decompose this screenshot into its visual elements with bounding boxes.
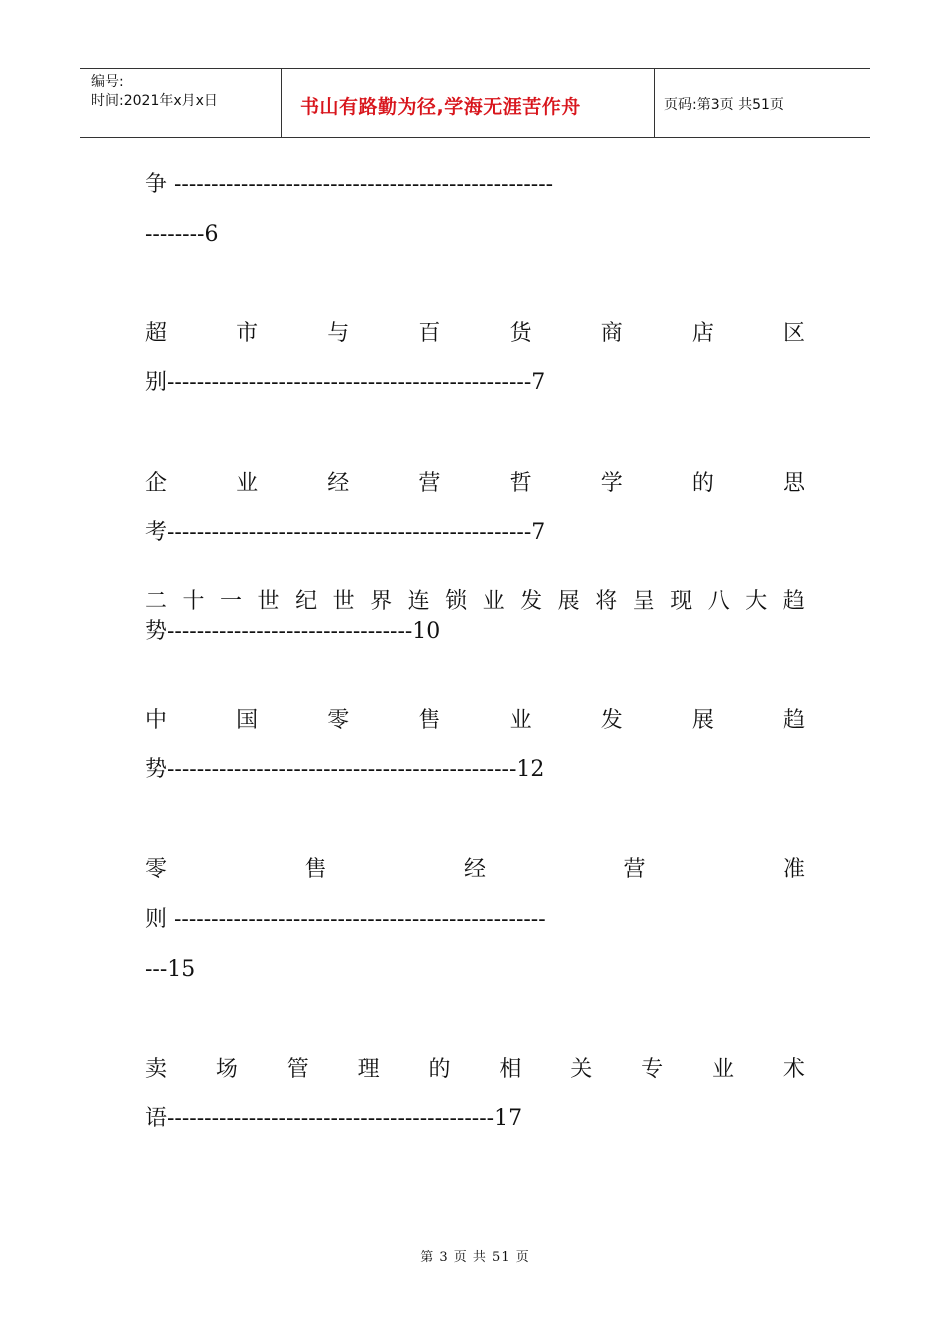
toc-line-12: 则 -------------------------------------------------- (145, 907, 546, 932)
toc-char: 趋 (782, 708, 805, 733)
toc-line-3 (145, 319, 805, 349)
header-meta-cell (80, 69, 282, 137)
toc-char: 店 (691, 321, 714, 346)
toc-char: 卖 (145, 1057, 168, 1082)
toc-char: 理 (357, 1057, 380, 1082)
toc-line-8: 势---------------------------------10 (145, 619, 441, 644)
toc-char: 现 (670, 589, 693, 614)
toc-char: 场 (215, 1057, 238, 1082)
toc-char: 区 (782, 321, 805, 346)
toc-char: 零 (145, 857, 168, 882)
toc-char: 十 (182, 589, 205, 614)
toc-char: 发 (600, 708, 623, 733)
toc-char: 相 (499, 1057, 522, 1082)
toc-char: 展 (691, 708, 714, 733)
toc-char: 连 (407, 589, 430, 614)
toc-char: 二 (145, 589, 168, 614)
toc-char: 大 (745, 589, 768, 614)
toc-char: 业 (712, 1057, 735, 1082)
toc-char: 营 (623, 857, 646, 882)
toc-char: 发 (520, 589, 543, 614)
toc-char: 思 (782, 471, 805, 496)
toc-char: 营 (418, 471, 441, 496)
toc-line-6: 考-------------------------------------------------7 (145, 520, 546, 545)
header-page-cell (655, 69, 870, 137)
toc-char: 业 (236, 471, 259, 496)
toc-char: 将 (595, 589, 618, 614)
toc-char: 售 (418, 708, 441, 733)
toc-line-5 (145, 469, 805, 499)
date-label: 时间:2021年x月x日 (91, 93, 218, 109)
toc-char: 与 (327, 321, 350, 346)
toc-char: 国 (236, 708, 259, 733)
toc-line-1: 争 --------------------------------------------------- (145, 172, 554, 197)
toc-char: 学 (600, 471, 623, 496)
toc-char: 经 (327, 471, 350, 496)
toc-line-14 (145, 1055, 805, 1085)
page-footer: 第 3 页 共 51 页 (420, 1250, 530, 1265)
toc-char: 世 (257, 589, 280, 614)
toc-line-11 (145, 855, 805, 885)
toc-char: 专 (641, 1057, 664, 1082)
toc-line-4: 别-------------------------------------------------7 (145, 370, 546, 395)
toc-line-13: ---15 (145, 957, 196, 982)
toc-char: 商 (600, 321, 623, 346)
toc-line-2: --------6 (145, 222, 219, 247)
toc-char: 业 (482, 589, 505, 614)
header-page-info: 页码:第3页 共51页 (664, 97, 784, 113)
toc-char: 呈 (632, 589, 655, 614)
toc-char: 售 (304, 857, 327, 882)
toc-char: 经 (463, 857, 486, 882)
toc-char: 锁 (445, 589, 468, 614)
toc-char: 市 (236, 321, 259, 346)
toc-char: 展 (557, 589, 580, 614)
toc-char: 术 (782, 1057, 805, 1082)
toc-char: 企 (145, 471, 168, 496)
toc-char: 货 (509, 321, 532, 346)
toc-char: 百 (418, 321, 441, 346)
page-header (80, 68, 870, 138)
toc-char: 界 (370, 589, 393, 614)
motto-text: 书山有路勤为径,学海无涯苦作舟 (300, 96, 581, 118)
toc-char: 业 (509, 708, 532, 733)
toc-char: 纪 (295, 589, 318, 614)
toc-char: 关 (570, 1057, 593, 1082)
toc-char: 哲 (509, 471, 532, 496)
toc-line-15: 语--------------------------------------------17 (145, 1106, 523, 1131)
toc-line-9 (145, 706, 805, 736)
toc-char: 八 (707, 589, 730, 614)
code-label: 编号: (91, 74, 124, 90)
toc-char: 零 (327, 708, 350, 733)
toc-char: 准 (782, 857, 805, 882)
toc-char: 趋 (782, 589, 805, 614)
toc-char: 中 (145, 708, 168, 733)
toc-char: 的 (691, 471, 714, 496)
toc-char: 的 (428, 1057, 451, 1082)
toc-char: 管 (286, 1057, 309, 1082)
toc-line-7 (145, 587, 805, 617)
toc-char: 世 (332, 589, 355, 614)
toc-char: 一 (220, 589, 243, 614)
header-motto-cell (282, 69, 655, 137)
toc-char: 超 (145, 321, 168, 346)
toc-line-10: 势-----------------------------------------------12 (145, 757, 545, 782)
